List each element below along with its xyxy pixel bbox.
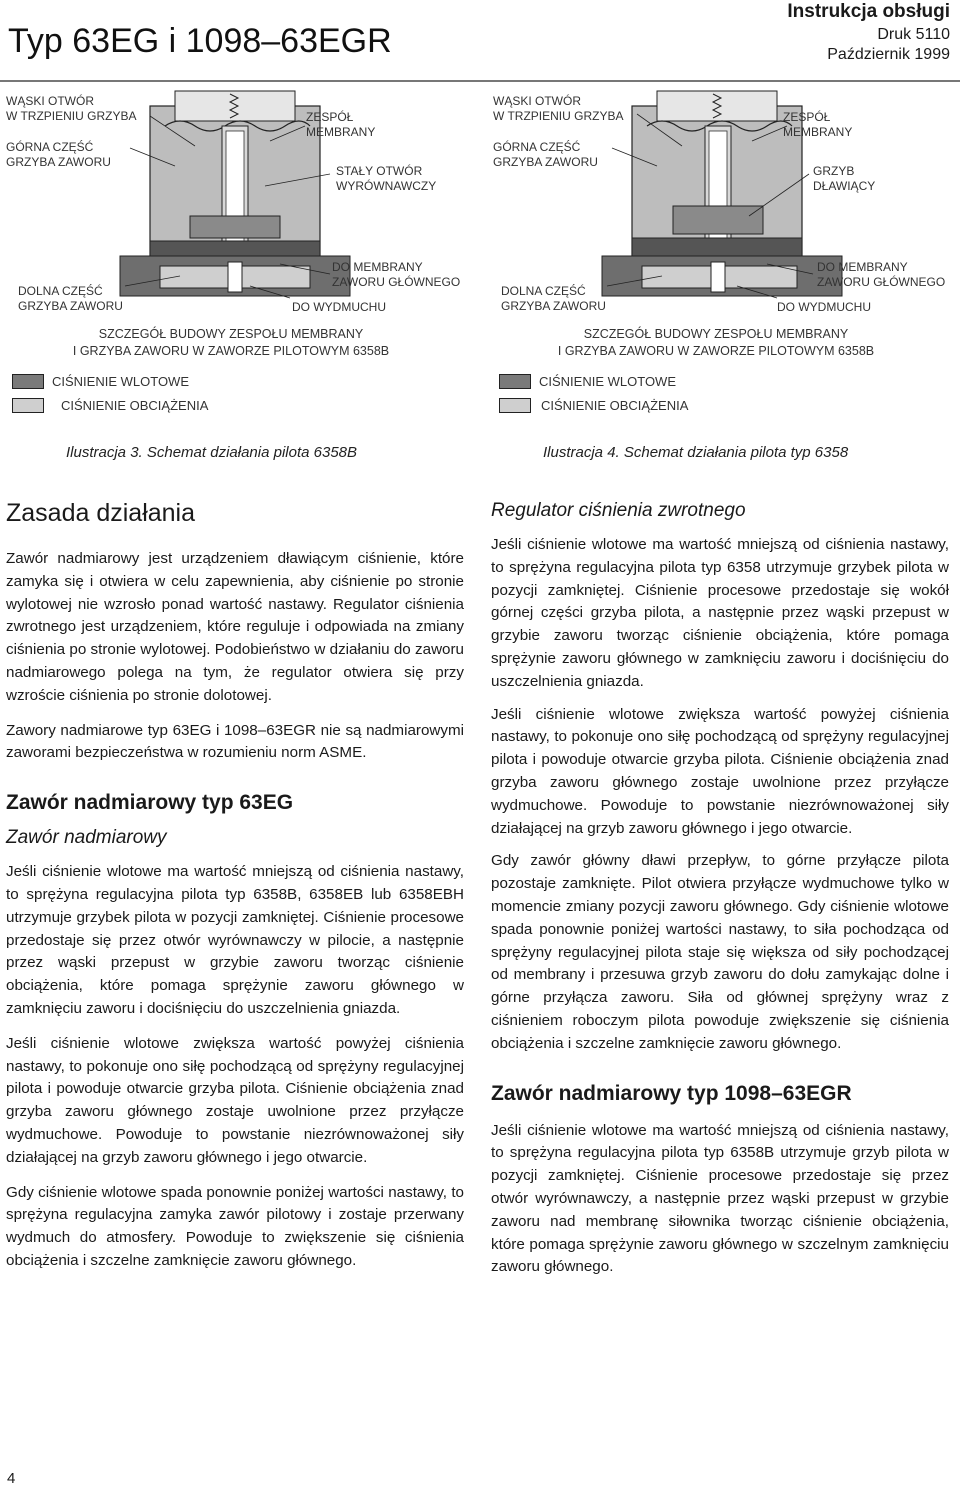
label-diaphragm: ZESPÓŁ MEMBRANY — [306, 110, 376, 139]
label-diaphragm: ZESPÓŁ MEMBRANY — [783, 110, 853, 139]
print-number: Druk 5110 — [877, 26, 950, 43]
paragraph: Jeśli ciśnienie wlotowe ma wartość mniejszą od ciśnienia nastawy, to sprężyna regulacyjna pilota typ 6358 utrzymuje grzybek pilota w pozycji zamkniętej. Ciśnienie procesowe przedostaje się wokół górnej części grzyba pilota, a następnie przez wąski przepust w grzybie zaworu tworząc ciśnienie obciążenia, które pomaga sprężynie zaworu głównego w zamknięciu zaworu i dociśnięciu do uszczelnienia gniazda. — [491, 536, 949, 690]
label-fixed-orifice: STAŁY OTWÓR WYRÓWNAWCZY — [336, 164, 437, 193]
label-upper-plug: GÓRNA CZĘŚĆ GRZYBA ZAWORU — [6, 140, 111, 169]
figure-3: WĄSKI OTWÓR W TRZPIENIU GRZYBA GÓRNA CZĘŚĆ GRZYBA ZAWORU ZESPÓŁ MEMBRANY STAŁY OTWÓR WYRÓWNAWCZY DOLNA CZĘŚĆ GRZYBA ZAWORU DO MEMBRANY ZAWORU GŁÓWNEGO DO WYDMUCHU SZCZEGÓŁ BUDOWY ZESPOŁU MEMBRANY I GRZYBA ZAWORU W ZAWORZE PILOTOWYM 6358B CIŚNIENIE WLOTOWE CIŚNIENIE OBCIĄŻENIA Ilustracja 3. Schemat działania pilota 6358B — [0, 86, 465, 506]
section-heading-principle: Zasada działania — [6, 499, 196, 527]
label-to-exhaust: DO WYDMUCHU — [777, 300, 871, 314]
label-to-main-valve: DO MEMBRANY ZAWORU GŁÓWNEGO — [332, 260, 461, 289]
label-to-exhaust: DO WYDMUCHU — [292, 300, 386, 314]
label-throttle-plug: GRZYB DŁAWIĄCY — [813, 164, 876, 193]
document-title: Typ 63EG i 1098–63EGR — [8, 22, 392, 60]
detail-caption: SZCZEGÓŁ BUDOWY ZESPOŁU MEMBRANY I GRZYBA ZAWORU W ZAWORZE PILOTOWYM 6358B — [557, 327, 875, 358]
paragraph: Zawór nadmiarowy jest urządzeniem dławiącym ciśnienie, które zamyka się i otwiera w celu zapewnienia, aby ciśnienie po stronie wylotowej nie wzrosło ponad wartość nastawy. Regulator ciśnienia zwrotnego jest urządzeniem, które reguluje i odpowiada na zmiany ciśnienia po stronie wylotowej. Podobieństwo w działaniu do zaworu nadmiarowego polega na tym, że regulator otwiera się przy wzroście ciśnienia po stronie dolotowej. — [6, 550, 464, 704]
page-number: 4 — [7, 1470, 16, 1487]
paragraph: Jeśli ciśnienie wlotowe ma wartość mniejszą od ciśnienia nastawy, to sprężyna regulacyjna pilota typ 6358B, 6358EB lub 6358EBH utrzymuje grzybek pilota w pozycji zamkniętej. Ciśnienie procesowe przedostaje się przez otwór wyrównawczy w pilocie, a następnie przez wąski przepust w grzybie zaworu tworząc ciśnienie obciążenia, które pomaga sprężynie zaworu głównego w zamknięciu zaworu i dociśnięciu do uszczelnienia gniazda. — [6, 863, 464, 1017]
label-lower-plug: DOLNA CZĘŚĆ GRZYBA ZAWORU — [18, 284, 123, 313]
label-lower-plug: DOLNA CZĘŚĆ GRZYBA ZAWORU — [501, 284, 606, 313]
figure-caption: Ilustracja 4. Schemat działania pilota typ 6358 — [543, 444, 849, 461]
paragraph: Jeśli ciśnienie wlotowe ma wartość mniejszą od ciśnienia nastawy, to sprężyna regulacyjna pilota typ 6358B utrzymuje grzyb pilota w pozycji zamkniętej. Ciśnienie procesowe przedostaje się przez otwór wyrównawczy, a następnie przez wąski przepust w grzybie zaworu nad membranę siłownika tworząc ciśnienie obciążenia, które pomaga sprężynie zaworu głównego w szczelnym zamknięciu zaworu głównego. — [491, 1121, 949, 1276]
paragraph: Jeśli ciśnienie wlotowe zwiększa wartość powyżej ciśnienia nastawy, to pokonuje ono siłę pochodzącą od sprężyny regulacyjnej pilota i powoduje otwarcie grzyba pilota. Ciśnienie obciążenia znad grzyba zaworu głównego zostaje uwolnione przez przyłącze wydmuchowe. Powoduje to powstanie niezrównoważonej siły działającej na grzyb zaworu głównego i jego otwarcie. — [491, 705, 949, 837]
right-column — [491, 498, 949, 1279]
paragraph: Jeśli ciśnienie wlotowe zwiększa wartość powyżej ciśnienia nastawy, to pokonuje ono siłę pochodzącą od sprężyny regulacyjnej pilota i powoduje otwarcie grzyba pilota. Ciśnienie obciążenia znad grzyba zaworu głównego zostaje uwolnione przez przyłącze wydmuchowe. Powoduje to powstanie niezrównoważonej siły działającej na grzyb zaworu głównego i jego otwarcie. — [6, 1034, 464, 1166]
paragraph: Zawory nadmiarowe typ 63EG i 1098–63EGR nie są nadmiarowymi zaworami bezpieczeństwa w rozumieniu norm ASME. — [6, 721, 464, 762]
label-narrow-orifice: WĄSKI OTWÓR W TRZPIENIU GRZYBA — [493, 94, 624, 123]
subheading-back-pressure: Regulator ciśnienia zwrotnego — [491, 500, 746, 521]
left-column — [6, 498, 464, 1273]
legend-swatch-loading — [499, 398, 531, 413]
legend-swatch-inlet — [499, 374, 531, 389]
figure-4: WĄSKI OTWÓR W TRZPIENIU GRZYBA GÓRNA CZĘŚĆ GRZYBA ZAWORU ZESPÓŁ MEMBRANY GRZYB DŁAWIĄCY DOLNA CZĘŚĆ GRZYBA ZAWORU DO MEMBRANY ZAWORU GŁÓWNEGO DO WYDMUCHU SZCZEGÓŁ BUDOWY ZESPOŁU MEMBRANY I GRZYBA ZAWORU W ZAWORZE PILOTOWYM 6358B CIŚNIENIE WLOTOWE CIŚNIENIE OBCIĄŻENIA Ilustracja 4. Schemat działania pilota typ 6358 — [487, 86, 952, 506]
subheading-relief-valve: Zawór nadmiarowy — [6, 827, 167, 849]
doc-type: Instrukcja obsługi — [787, 1, 950, 22]
label-upper-plug: GÓRNA CZĘŚĆ GRZYBA ZAWORU — [493, 140, 598, 169]
paragraph: Gdy ciśnienie wlotowe spada ponownie poniżej wartości nastawy, to sprężyna regulacyjna zamyka zawór pilotowy i zostaje przerwany wydmuch do atmosfery. Powoduje to zwiększenie się ciśnienia obciążenia i szczelne zamknięcie zaworu głównego. — [6, 1183, 464, 1269]
detail-caption: SZCZEGÓŁ BUDOWY ZESPOŁU MEMBRANY I GRZYBA ZAWORU W ZAWORZE PILOTOWYM 6358B — [72, 327, 390, 358]
legend-swatch-inlet — [12, 374, 44, 389]
paragraph: Gdy zawór główny dławi przepływ, to górne przyłącze pilota pozostaje zamknięte. Pilot otwiera przyłącze wydmuchowe tylko w momencie zmiany pozycji zaworu głównego. Gdy ciśnienie wlotowe spada ponownie poniżej wartości nastawy, to siła pochodząca od sprężyny regulacyjnej pilota staje się większa od siły pochodzącej od membrany i przesuwa grzyb zaworu do dołu zamykając dolne i górne przyłącza zaworu. Siła od głównej sprężyny wraz z ciśnieniem roboczym pilota powoduje zwiększenie się ciśnienia obciążenia i szczelne zamknięcie zaworu głównego. — [491, 852, 949, 1052]
section-heading-1098: Zawór nadmiarowy typ 1098–63EGR — [491, 1081, 852, 1105]
label-narrow-orifice: WĄSKI OTWÓR W TRZPIENIU GRZYBA — [6, 94, 137, 123]
publication-date: Październik 1999 — [827, 46, 950, 63]
legend-swatch-loading — [12, 398, 44, 413]
figure-caption: Ilustracja 3. Schemat działania pilota 6358B — [66, 444, 358, 461]
label-to-main-valve: DO MEMBRANY ZAWORU GŁÓWNEGO — [817, 260, 946, 289]
section-heading-63eg: Zawór nadmiarowy typ 63EG — [6, 791, 294, 815]
header-rule — [0, 80, 960, 82]
header-meta — [787, 0, 950, 65]
